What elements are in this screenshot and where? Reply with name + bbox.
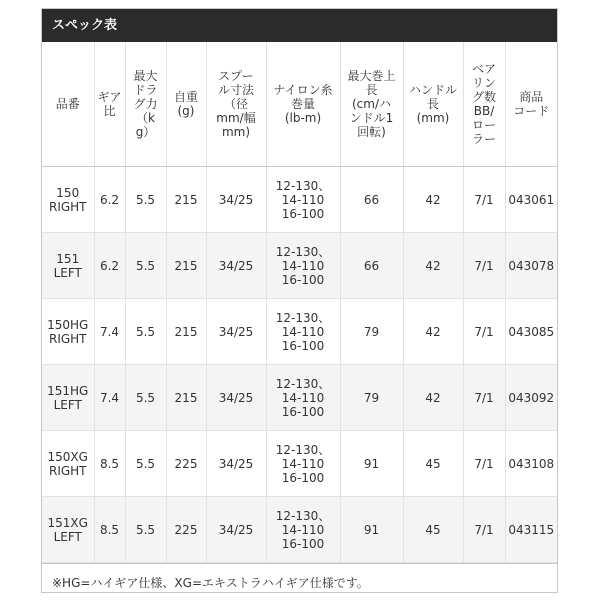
- cell-nylon-capacity: 12-130、 14-110 16-100: [266, 365, 340, 431]
- cell-handle-length: 42: [403, 167, 463, 233]
- cell-bearings: 7/1: [463, 431, 505, 497]
- header-nylon-capacity: ナイロン糸 巻量 (lb-m): [266, 42, 340, 167]
- cell-max-drag: 5.5: [125, 497, 166, 563]
- cell-weight: 215: [166, 167, 206, 233]
- cell-gear-ratio: 6.2: [94, 233, 125, 299]
- cell-max-retrieve: 79: [340, 365, 403, 431]
- table-row: [42, 365, 557, 431]
- header-spool-size: スプー ル寸法 （径 mm/幅 mm): [206, 42, 266, 167]
- cell-weight: 215: [166, 299, 206, 365]
- cell-gear-ratio: 8.5: [94, 497, 125, 563]
- cell-max-retrieve: 91: [340, 497, 403, 563]
- header-row: [42, 42, 557, 167]
- header-model: 品番: [42, 42, 94, 167]
- cell-handle-length: 42: [403, 299, 463, 365]
- header-bearings: ベア リン グ数 BB/ ロー ラー: [463, 42, 505, 167]
- cell-bearings: 7/1: [463, 365, 505, 431]
- cell-weight: 215: [166, 233, 206, 299]
- spec-table-title: スペック表: [42, 9, 557, 42]
- cell-spool-size: 34/25: [206, 299, 266, 365]
- cell-spool-size: 34/25: [206, 431, 266, 497]
- cell-gear-ratio: 7.4: [94, 299, 125, 365]
- cell-nylon-capacity: 12-130、 14-110 16-100: [266, 167, 340, 233]
- cell-spool-size: 34/25: [206, 365, 266, 431]
- cell-bearings: 7/1: [463, 233, 505, 299]
- header-max-drag: 最大 ドラ グ力 （k g）: [125, 42, 166, 167]
- cell-product-code: 043108: [505, 431, 557, 497]
- cell-max-retrieve: 91: [340, 431, 403, 497]
- header-handle-length: ハンドル 長 (mm): [403, 42, 463, 167]
- table-row: [42, 167, 557, 233]
- cell-nylon-capacity: 12-130、 14-110 16-100: [266, 299, 340, 365]
- spec-table-panel: [41, 8, 558, 593]
- cell-weight: 225: [166, 497, 206, 563]
- header-product-code: 商品 コード: [505, 42, 557, 167]
- cell-model: 150 RIGHT: [42, 167, 94, 233]
- cell-bearings: 7/1: [463, 167, 505, 233]
- header-max-retrieve: 最大巻上 長 (cm/ハ ンドル1 回転): [340, 42, 403, 167]
- cell-gear-ratio: 8.5: [94, 431, 125, 497]
- cell-bearings: 7/1: [463, 299, 505, 365]
- table-row: [42, 233, 557, 299]
- table-row: [42, 431, 557, 497]
- cell-gear-ratio: 6.2: [94, 167, 125, 233]
- cell-spool-size: 34/25: [206, 167, 266, 233]
- cell-max-drag: 5.5: [125, 431, 166, 497]
- cell-gear-ratio: 7.4: [94, 365, 125, 431]
- table-row: [42, 299, 557, 365]
- cell-product-code: 043078: [505, 233, 557, 299]
- spec-table: [42, 42, 557, 563]
- cell-max-drag: 5.5: [125, 233, 166, 299]
- cell-model: 151HG LEFT: [42, 365, 94, 431]
- cell-max-retrieve: 66: [340, 167, 403, 233]
- cell-max-retrieve: 79: [340, 299, 403, 365]
- cell-max-drag: 5.5: [125, 365, 166, 431]
- table-row: [42, 497, 557, 563]
- cell-model: 151XG LEFT: [42, 497, 94, 563]
- cell-nylon-capacity: 12-130、 14-110 16-100: [266, 497, 340, 563]
- header-gear-ratio: ギア 比: [94, 42, 125, 167]
- cell-handle-length: 45: [403, 497, 463, 563]
- cell-product-code: 043061: [505, 167, 557, 233]
- cell-model: 150HG RIGHT: [42, 299, 94, 365]
- cell-spool-size: 34/25: [206, 497, 266, 563]
- header-weight: 自重 (g): [166, 42, 206, 167]
- cell-max-drag: 5.5: [125, 167, 166, 233]
- cell-product-code: 043085: [505, 299, 557, 365]
- cell-max-drag: 5.5: [125, 299, 166, 365]
- cell-model: 150XG RIGHT: [42, 431, 94, 497]
- footnote: ※HG=ハイギア仕様、XG=エキストラハイギア仕様です。: [42, 563, 557, 601]
- cell-nylon-capacity: 12-130、 14-110 16-100: [266, 431, 340, 497]
- cell-model: 151 LEFT: [42, 233, 94, 299]
- cell-weight: 225: [166, 431, 206, 497]
- cell-max-retrieve: 66: [340, 233, 403, 299]
- cell-product-code: 043115: [505, 497, 557, 563]
- cell-nylon-capacity: 12-130、 14-110 16-100: [266, 233, 340, 299]
- cell-handle-length: 42: [403, 365, 463, 431]
- cell-spool-size: 34/25: [206, 233, 266, 299]
- cell-bearings: 7/1: [463, 497, 505, 563]
- cell-product-code: 043092: [505, 365, 557, 431]
- cell-handle-length: 42: [403, 233, 463, 299]
- cell-weight: 215: [166, 365, 206, 431]
- cell-handle-length: 45: [403, 431, 463, 497]
